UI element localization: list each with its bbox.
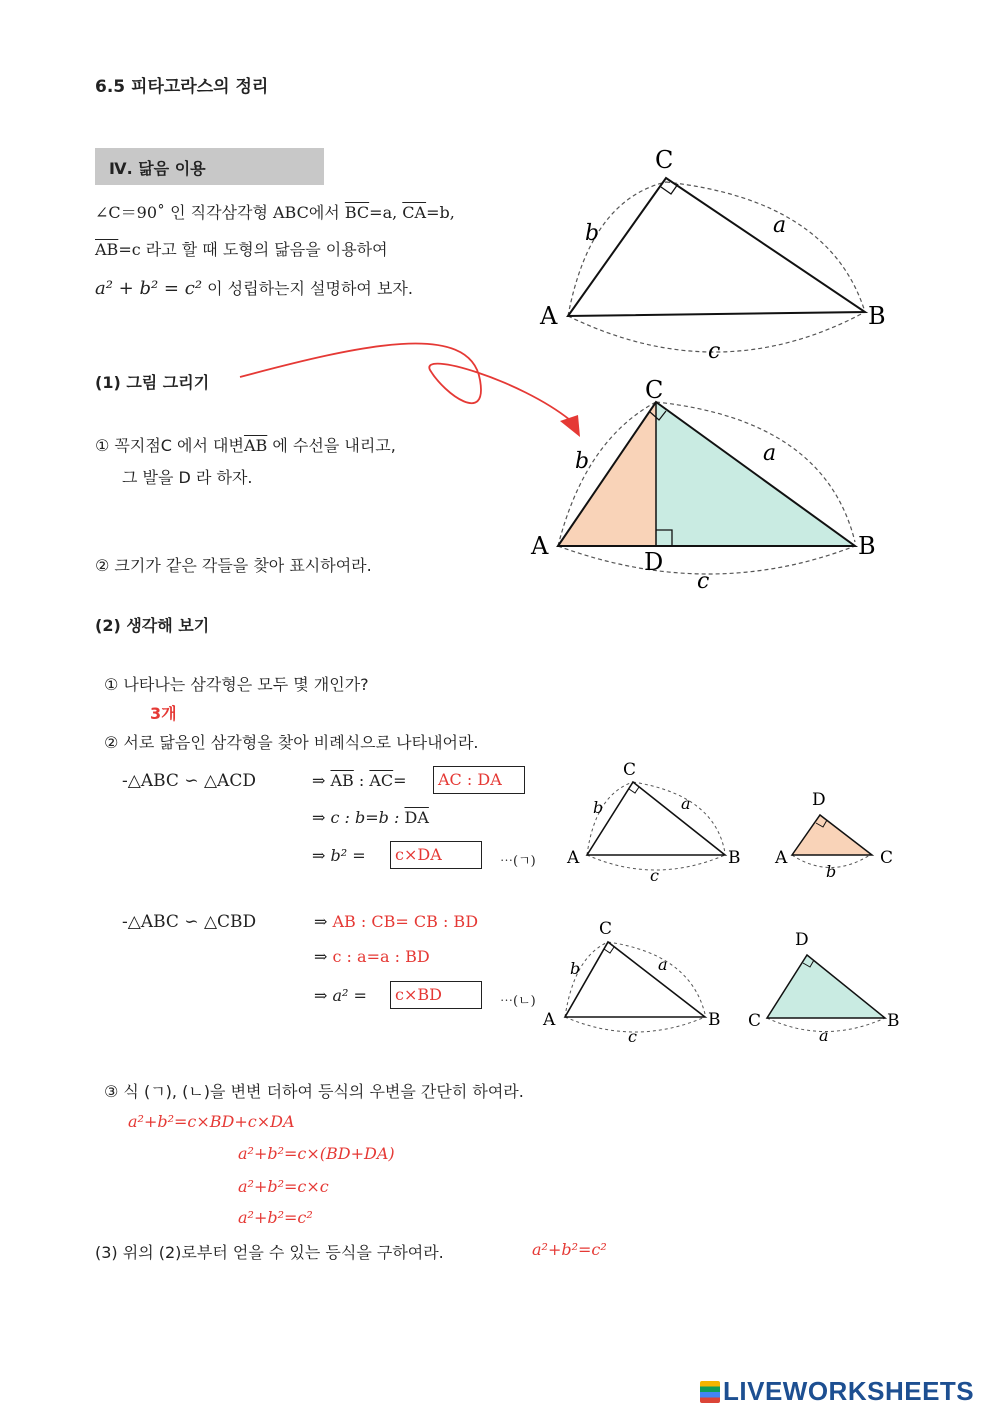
small-label-a-2: A xyxy=(775,848,788,868)
answer-box-sim2-row3[interactable] xyxy=(390,981,482,1009)
arrow-path xyxy=(240,344,570,420)
answer-box-sim1-row3[interactable] xyxy=(390,841,482,869)
part1-step2: ② 크기가 같은 각들을 찾아 표시하여라. xyxy=(95,556,372,575)
small-triangle xyxy=(587,782,725,855)
sim1-row1-answer: AC : DA xyxy=(438,770,502,789)
intro-line-1 xyxy=(95,200,455,223)
small-label-side-a-3: a xyxy=(658,955,668,974)
label-d-vertex: D xyxy=(644,548,664,576)
sim1-row3-answer: c×DA xyxy=(395,845,442,864)
answer-1: 3개 xyxy=(150,704,177,723)
implies-arrow-3: ⇒ xyxy=(312,846,326,865)
label-a-vertex: A xyxy=(540,302,558,330)
intro-text-3: 이 성립하는지 설명하여 보자. xyxy=(202,279,413,298)
question-3: ③ 식 (ㄱ), (ㄴ)을 변변 더하여 등식의 우변을 간단히 하여라. xyxy=(104,1082,524,1101)
small-right-angle xyxy=(629,787,639,793)
part3-answer: a²+b²=c² xyxy=(532,1240,607,1259)
intro-line-2 xyxy=(95,237,388,260)
part3-question: (3) 위의 (2)로부터 얻을 수 있는 등식을 구하여라. xyxy=(95,1243,444,1262)
small-label-side-a-4: a xyxy=(819,1026,829,1045)
part1-title: (1) 그림 그리기 xyxy=(95,373,210,392)
sim1-segment-ac: $\overline{AC}$ xyxy=(369,771,394,790)
label-side-b-2: b xyxy=(575,449,590,474)
sim1-row3-lhs: b² = xyxy=(330,846,366,865)
sim1-colon: : xyxy=(353,771,370,790)
small-label-b-4: B xyxy=(887,1011,900,1031)
label-side-a-2: a xyxy=(763,441,777,466)
small-label-b-3: B xyxy=(708,1010,721,1030)
equation-tag-2: ⋯(ㄴ) xyxy=(500,994,536,1009)
triangle-abcd-figure xyxy=(525,370,895,595)
q3-step-2: a²+b²=c×(BD+DA) xyxy=(238,1144,395,1163)
liveworksheets-logo-icon xyxy=(700,1381,720,1403)
small-label-side-b-2: b xyxy=(826,862,837,881)
sim1-equals: = xyxy=(393,771,407,790)
question-2: ② 서로 닮음인 삼각형을 찾아 비례식으로 나타내어라. xyxy=(104,733,479,752)
segment-bc: $\overline{BC}$ xyxy=(344,203,370,222)
triangle-abc xyxy=(568,178,865,316)
part2-title: (2) 생각해 보기 xyxy=(95,616,210,635)
sim1-row2 xyxy=(312,808,429,827)
label-c-vertex: C xyxy=(655,146,674,174)
step1-text: ① 꼭지점C 에서 대변 xyxy=(95,436,244,455)
small-label-side-a: a xyxy=(681,794,691,813)
equation-tag-1: ⋯(ㄱ) xyxy=(500,854,536,869)
small-label-d: D xyxy=(812,790,826,810)
small-label-d-2: D xyxy=(795,930,809,950)
implies-arrow-4: ⇒ xyxy=(314,912,328,931)
step1-segment-ab: $\overline{AB}$ xyxy=(243,436,268,455)
step1-text-2: 에 수선을 내리고, xyxy=(267,436,396,455)
label-c-vertex-2: C xyxy=(645,376,664,404)
segment-ca: $\overline{CA}$ xyxy=(402,203,427,222)
intro-eq-b: =b, xyxy=(426,203,455,222)
sim2-row2-answer: c : a=a : BD xyxy=(332,947,430,966)
small-label-c-2: C xyxy=(880,848,894,868)
small-label-c: C xyxy=(623,760,637,780)
sim1-segment-da: $\overline{DA}$ xyxy=(404,808,429,827)
sim1-row1 xyxy=(312,771,407,790)
label-side-c: c xyxy=(708,339,721,364)
intro-line-3 xyxy=(95,276,413,299)
watermark-text: LIVEWORKSHEETS xyxy=(723,1376,975,1406)
pythagorean-formula: a² + b² = c² xyxy=(95,278,203,299)
watermark xyxy=(700,1376,974,1407)
small-label-a-3: A xyxy=(543,1010,556,1030)
label-side-a: a xyxy=(773,213,787,238)
sim2-row2 xyxy=(314,947,430,966)
sim2-row1 xyxy=(314,912,478,931)
small-label-c-3: C xyxy=(599,919,613,939)
q3-step-3: a²+b²=c×c xyxy=(238,1177,329,1196)
small-triangle-abc-2 xyxy=(540,912,730,1047)
small-orange-triangle xyxy=(792,815,872,855)
small-triangle-cbd xyxy=(745,925,910,1045)
sim2-row3-answer: c×BD xyxy=(395,985,442,1004)
q3-step-1: a²+b²=c×BD+c×DA xyxy=(128,1112,295,1131)
small-label-side-c-3: c xyxy=(628,1027,637,1046)
sim2-row3 xyxy=(314,986,367,1005)
intro-text-2: =c 라고 할 때 도형의 닮음을 이용하여 xyxy=(118,240,388,259)
small-label-side-c: c xyxy=(650,866,659,885)
implies-arrow-5: ⇒ xyxy=(314,947,328,966)
similarity-2-label: -△ABC ∽ △CBD xyxy=(122,912,257,932)
q3-step-4: a²+b²=c² xyxy=(238,1208,313,1227)
small-triangle-acd xyxy=(770,785,900,885)
small-label-side-b-3: b xyxy=(570,959,581,978)
page-title: 6.5 피타고라스의 정리 xyxy=(95,77,269,97)
part1-step1 xyxy=(95,433,396,456)
small-triangle-2 xyxy=(565,942,705,1017)
sim2-row3-lhs: a² = xyxy=(332,986,367,1005)
part1-step1-line2: 그 발을 D 라 하자. xyxy=(122,468,253,487)
implies-arrow: ⇒ xyxy=(312,771,326,790)
sim1-segment-ab: $\overline{AB}$ xyxy=(330,771,354,790)
small-teal-triangle xyxy=(767,955,885,1018)
answer-box-sim1-row1[interactable] xyxy=(433,766,525,794)
label-b-vertex-2: B xyxy=(858,532,876,560)
implies-arrow-2: ⇒ xyxy=(312,808,326,827)
question-1: ① 나타나는 삼각형은 모두 몇 개인가? xyxy=(104,675,369,694)
small-label-c-4: C xyxy=(748,1011,762,1031)
similarity-1-label: -△ABC ∽ △ACD xyxy=(122,771,256,791)
implies-arrow-6: ⇒ xyxy=(314,986,328,1005)
small-triangle-abc-1 xyxy=(565,755,755,885)
label-side-c-2: c xyxy=(697,569,710,594)
label-b-vertex: B xyxy=(868,302,886,330)
section-header xyxy=(95,148,324,185)
label-side-b: b xyxy=(585,221,600,246)
section-title: Ⅳ. 닮음 이용 xyxy=(109,159,206,178)
sim2-row1-answer: AB : CB= CB : BD xyxy=(332,912,479,931)
small-label-a: A xyxy=(567,848,580,868)
sim1-row3 xyxy=(312,846,366,865)
segment-ab: $\overline{AB}$ xyxy=(95,240,119,259)
small-label-side-b: b xyxy=(593,798,604,817)
intro-text: ∠C＝90˚ 인 직각삼각형 ABC에서 xyxy=(95,203,345,222)
small-label-b: B xyxy=(728,848,741,868)
sim1-row2-ratio: c : b=b : xyxy=(330,808,405,827)
label-a-vertex-2: A xyxy=(531,532,549,560)
intro-eq-a: =a, xyxy=(369,203,403,222)
